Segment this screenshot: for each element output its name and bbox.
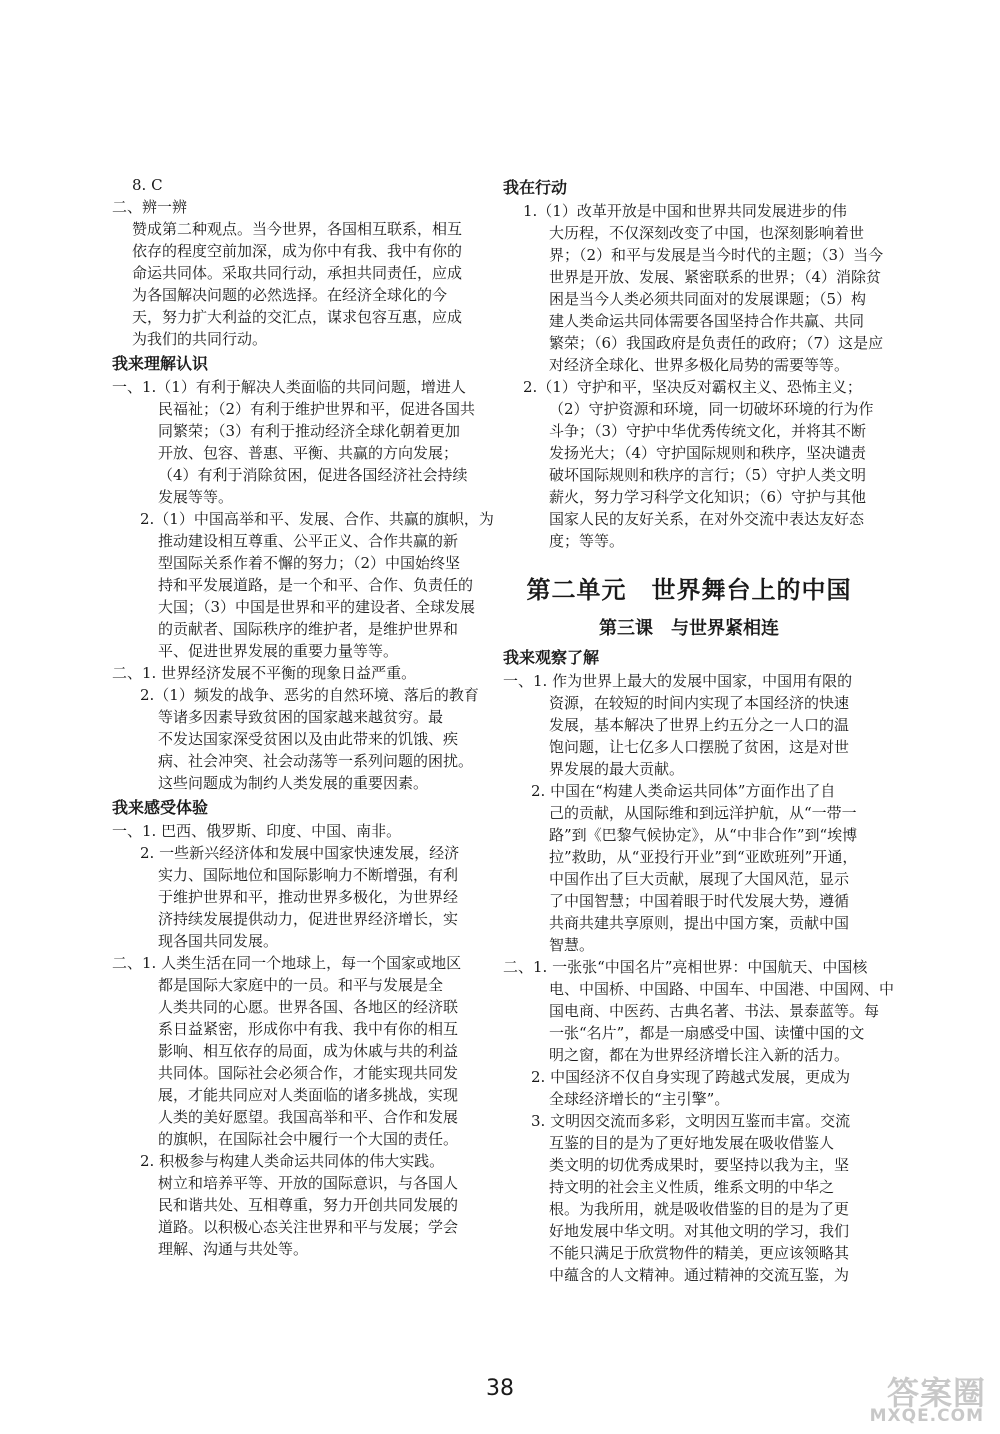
text-line: 8. C (132, 176, 163, 194)
text-line: 了中国智慧；中国着眼于时代发展大势，遵循 (549, 892, 850, 910)
text-line: 民福祉；（2）有利于维护世界和平，促进各国共 (158, 400, 476, 418)
text-line: 智慧。 (549, 936, 595, 954)
text-line: 持文明的社会主义性质，维系文明的中华之 (549, 1178, 835, 1196)
text-line: 大国；（3）中国是世界和平的建设者、全球发展 (158, 598, 476, 616)
text-line: 同繁荣；（3）有利于推动经济全球化朝着更加 (158, 422, 461, 440)
text-line: 道路。以积极心态关注世界和平与发展；学会 (158, 1218, 459, 1236)
text-line: 2.（1）频发的战争、恶劣的自然环境、落后的教育 (140, 686, 479, 704)
text-line: 大历程，不仅深刻改变了中国，也深刻影响着世 (549, 224, 865, 242)
text-line: 展，才能共同应对人类面临的诸多挑战，实现 (158, 1086, 459, 1104)
text-line: 繁荣；（6）我国政府是负责任的政府；（7）这是应 (549, 334, 884, 352)
text-line: 共商共建共享原则，提出中国方案，贡献中国 (549, 914, 850, 932)
text-line: 困是当今人类必须共同面对的发展课题；（5）构 (549, 290, 867, 308)
text-line: 影响、相互依存的局面，成为休戚与共的利益 (158, 1042, 459, 1060)
text-line: 病、社会冲突、社会动荡等一系列问题的困扰。 (158, 752, 474, 770)
text-line: 国家人民的友好关系，在对外交流中表达友好态 (549, 510, 865, 528)
text-line: 济持续发展提供动力，促进世界经济增长，实 (158, 910, 459, 928)
text-line: 建人类命运共同体需要各国坚持合作共赢、共同 (549, 312, 865, 330)
text-line: 不发达国家深受贫困以及由此带来的饥饿、疾 (158, 730, 459, 748)
text-line: 持和平发展道路，是一个和平、合作、负责任的 (158, 576, 474, 594)
text-line: 一、1. 巴西、俄罗斯、印度、中国、南非。 (112, 822, 402, 840)
text-line: 型国际关系作着不懈的努力；（2）中国始终坚 (158, 554, 461, 572)
text-line: 民和谐共处、互相尊重，努力开创共同发展的 (158, 1196, 459, 1214)
text-line: 拉”救助，从“亚投行开业”到“亚欧班列”开通， (549, 848, 858, 866)
text-line: 中蕴含的人文精神。通过精神的交流互鉴，为 (549, 1266, 850, 1284)
text-line: 好地发展中华文明。对其他文明的学习，我们 (549, 1222, 850, 1240)
text-line: 对经济全球化、世界多极化局势的需要等等。 (549, 356, 850, 374)
text-line: 界发展的最大贡献。 (549, 760, 685, 778)
text-line: 破坏国际规则和秩序的言行；（5）守护人类文明 (549, 466, 867, 484)
text-line: 电、中国桥、中国路、中国车、中国港、中国网、中 (549, 980, 895, 998)
text-line: 中国作出了巨大贡献，展现了大国风范，显示 (549, 870, 850, 888)
page-number: 38 (486, 1376, 514, 1401)
text-line: 根。为我所用，就是吸收借鉴的目的是为了更 (549, 1200, 850, 1218)
text-line: 不能只满足于欣赏物件的精美，更应该领略其 (549, 1244, 850, 1262)
text-line: 一、1. 作为世界上最大的发展中国家，中国用有限的 (503, 672, 853, 690)
text-line: 系日益紧密，形成你中有我、我中有你的相互 (158, 1020, 459, 1038)
text-line: 的贡献者、国际秩序的维护者，是维护世界和 (158, 620, 459, 638)
text-line: 世界是开放、发展、紧密联系的世界；（4）消除贫 (549, 268, 882, 286)
section-heading: 我在行动 (503, 178, 568, 197)
text-line: 薪火，努力学习科学文化知识；（6）守护与其他 (549, 488, 867, 506)
text-line: 人类的美好愿望。我国高举和平、合作和发展 (158, 1108, 459, 1126)
text-line: 二、辨一辨 (112, 198, 188, 216)
text-line: 度；等等。 (549, 532, 625, 550)
text-line: 推动建设相互尊重、公平正义、合作共赢的新 (158, 532, 459, 550)
text-line: 路”到《巴黎气候协定》，从“中非合作”到“埃博 (549, 826, 858, 844)
text-line: 2. 一些新兴经济体和发展中国家快速发展，经济 (140, 844, 460, 862)
text-line: 2. 积极参与构建人类命运共同体的伟大实践。 (140, 1152, 445, 1170)
watermark (796, 1368, 986, 1426)
text-line: 发扬光大；（4）守护国际规则和秩序，坚决谴责 (549, 444, 867, 462)
text-line: 二、1. 一张张“中国名片”亮相世界：中国航天、中国核 (503, 958, 868, 976)
text-line: 为各国解决问题的必然选择。在经济全球化的今 (132, 286, 448, 304)
text-line: 都是国际大家庭中的一员。和平与发展是全 (158, 976, 444, 994)
section-heading: 我来观察了解 (503, 648, 600, 667)
text-line: 为我们的共同行动。 (132, 330, 268, 348)
text-line: 2. 中国经济不仅自身实现了跨越式发展，更成为 (531, 1068, 851, 1086)
section-heading: 我来感受体验 (112, 798, 209, 817)
text-line: 开放、包容、普惠、平衡、共赢的方向发展； (158, 444, 459, 462)
text-line: 一张“名片”，都是一扇感受中国、读懂中国的文 (549, 1024, 865, 1042)
text-line: 的旗帜，在国际社会中履行一个大国的责任。 (158, 1130, 459, 1148)
right-column (503, 174, 895, 1286)
text-line: 1.（1）改革开放是中国和世界共同发展进步的伟 (523, 202, 847, 220)
text-line: 这些问题成为制约人类发展的重要因素。 (158, 774, 429, 792)
text-line: 2. 中国在“构建人类命运共同体”方面作出了自 (531, 782, 836, 800)
text-line: 互鉴的目的是为了更好地发展在吸收借鉴人 (549, 1134, 835, 1152)
lesson-title: 第三课 与世界紧相连 (599, 618, 779, 639)
text-line: 于维护世界和平，推动世界多极化，为世界经 (158, 888, 459, 906)
text-line: 天，努力扩大利益的交汇点，谋求包容互惠，应成 (132, 308, 463, 326)
text-line: 3. 文明因交流而多彩，文明因互鉴而丰富。交流 (531, 1112, 851, 1130)
text-line: 国电商、中医药、古典名著、书法、景泰蓝等。每 (549, 1002, 880, 1020)
text-line: 2.（1）守护和平，坚决反对霸权主义、恐怖主义； (523, 378, 862, 396)
text-line: 资源，在较短的时间内实现了本国经济的快速 (549, 694, 850, 712)
text-line: 己的贡献，从国际维和到远洋护航，从“一带一 (549, 804, 857, 822)
text-line: （2）守护资源和环境，同一切破坏环境的行为作 (549, 400, 874, 418)
text-line: 命运共同体。采取共同行动，承担共同责任，应成 (132, 264, 463, 282)
text-line: 发展，基本解决了世界上约五分之一人口的温 (549, 716, 850, 734)
text-line: 依存的程度空前加深，成为你中有我、我中有你的 (132, 242, 463, 260)
text-line: 理解、沟通与共处等。 (158, 1240, 309, 1258)
text-line: 实力、国际地位和国际影响力不断增强，有利 (158, 866, 459, 884)
text-line: 人类共同的心愿。世界各国、各地区的经济联 (158, 998, 459, 1016)
text-line: 二、1. 人类生活在同一个地球上，每一个国家或地区 (112, 954, 462, 972)
text-line: 斗争；（3）守护中华优秀传统文化，并将其不断 (549, 422, 867, 440)
text-line: 二、1. 世界经济发展不平衡的现象日益严重。 (112, 664, 417, 682)
text-line: 明之窗，都在为世界经济增长注入新的活力。 (549, 1046, 850, 1064)
watermark-logo: 答案圈 (886, 1374, 986, 1412)
text-line: 全球经济增长的“主引擎”。 (549, 1090, 730, 1108)
text-line: （4）有利于消除贫困，促进各国经济社会持续 (158, 466, 468, 484)
text-line: 发展等等。 (158, 488, 234, 506)
text-line: 等诸多因素导致贫困的国家越来越贫穷。最 (158, 708, 444, 726)
watermark-url: MXQE.COM (869, 1406, 984, 1426)
unit-title: 第二单元 世界舞台上的中国 (526, 576, 852, 604)
text-line: 类文明的切优秀成果时，要坚持以我为主，坚 (549, 1156, 850, 1174)
text-line: 一、1.（1）有利于解决人类面临的共同问题，增进人 (112, 378, 466, 396)
text-line: 2.（1）中国高举和平、发展、合作、共赢的旗帜，为 (140, 510, 494, 528)
text-line: 树立和培养平等、开放的国际意识，与各国人 (158, 1174, 459, 1192)
left-column (112, 174, 494, 1260)
text-line: 界；（2）和平与发展是当今时代的主题；（3）当今 (549, 246, 884, 264)
text-line: 现各国共同发展。 (158, 932, 279, 950)
text-line: 共同体。国际社会必须合作，才能实现共同发 (158, 1064, 459, 1082)
text-line: 饱问题，让七亿多人口摆脱了贫困，这是对世 (549, 738, 850, 756)
text-line: 赞成第二种观点。当今世界，各国相互联系，相互 (132, 220, 463, 238)
text-line: 平、促进世界发展的重要力量等等。 (158, 642, 399, 660)
section-heading: 我来理解认识 (112, 354, 209, 373)
